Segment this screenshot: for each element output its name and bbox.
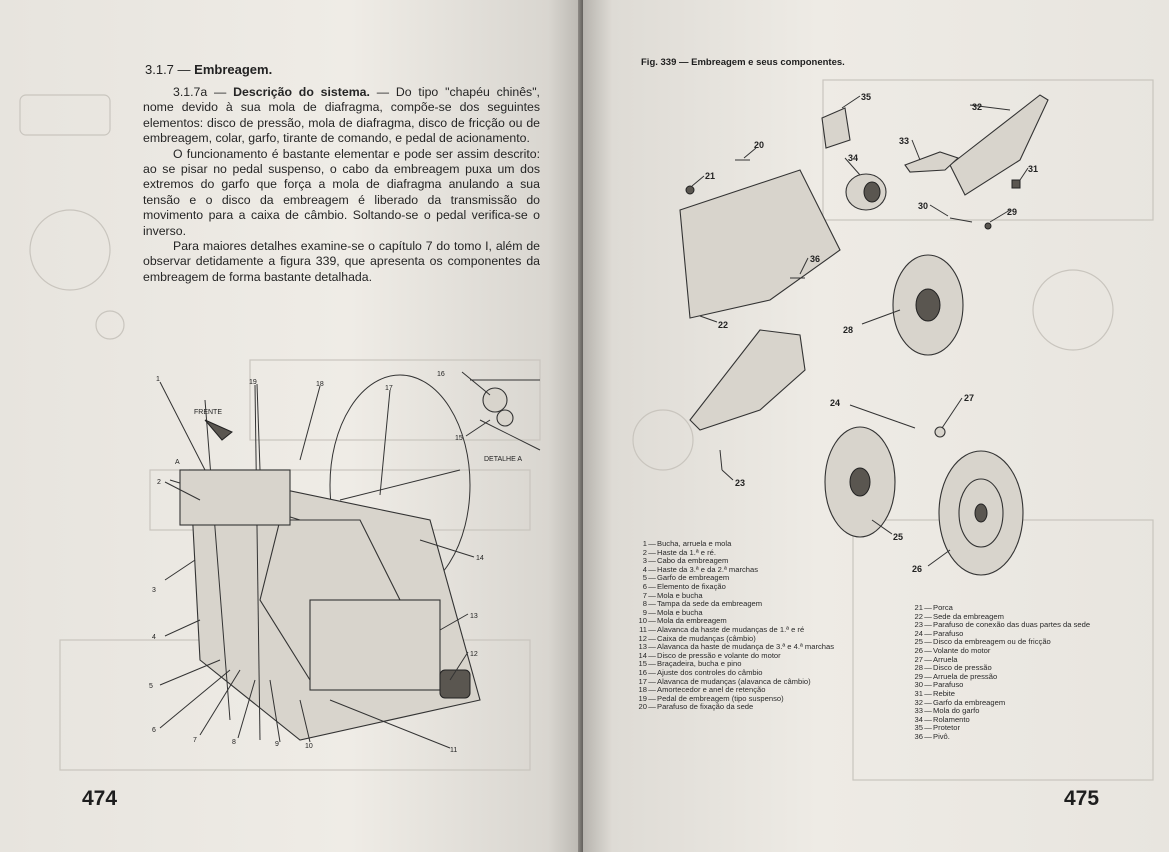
legend-item: 6 — Elemento de fixação	[642, 581, 726, 591]
label-33: 33	[899, 136, 910, 146]
label-5: 5	[149, 683, 153, 690]
label-23: 23	[735, 478, 746, 488]
label-10: 10	[305, 743, 313, 750]
page-number-left: 474	[82, 787, 118, 810]
label-36: 36	[810, 254, 821, 264]
legend-item: 1 — Bucha, arruela e mola	[642, 539, 732, 548]
legend-item: 2 — Haste da 1.ª e ré.	[642, 547, 716, 557]
label-4: 4	[152, 634, 156, 641]
label-16: 16	[437, 371, 445, 378]
label-35: 35	[861, 92, 872, 102]
label-14: 14	[476, 555, 484, 562]
legend-item: 20 — Parafuso de fixação da sede	[638, 702, 754, 712]
legend-item: 26 — Volante do motor	[914, 645, 991, 655]
label-25: 25	[893, 532, 904, 542]
legend-item: 17 — Alavanca de mudanças (alavanca de câmbio)	[638, 676, 811, 686]
legend-item: 7 — Mola e bucha	[642, 590, 703, 600]
figure-title: Fig. 339 — Embreagem e seus componentes.	[641, 57, 845, 68]
page-number-right: 475	[1064, 787, 1100, 810]
label-11: 11	[450, 747, 458, 754]
label-20: 20	[754, 140, 765, 150]
label-2: 2	[157, 479, 161, 486]
label-32: 32	[972, 102, 983, 112]
legend-item: 34 — Rolamento	[914, 714, 970, 724]
label-29: 29	[1007, 207, 1018, 217]
legend-item: 22 — Sede da embreagem	[914, 611, 1004, 621]
legend-item: 23 — Parafuso de conexão das duas partes da sede	[914, 620, 1091, 630]
label-18: 18	[316, 381, 324, 388]
label-34: 34	[848, 153, 859, 163]
legend-item: 29 — Arruela de pressão	[914, 671, 998, 681]
legend-item: 36 — Pivô.	[914, 731, 950, 741]
label-31: 31	[1028, 164, 1039, 174]
paragraph-1: 3.1.7a — Descrição do sistema. — Do tipo "chapéu chinês", nome devido à sua mola de diafragma, compõe-se dos seguintes elementos: disco de pressão, mola de diafragma, disco de fricção ou de embreagem, colar, garfo, tirante de comando, e pedal de acionamento.	[143, 85, 540, 146]
label-27: 27	[964, 393, 975, 403]
legend-item: 28 — Disco de pressão	[914, 663, 992, 673]
legend-item: 11 — Alavanca da haste de mudanças de 1.ª e ré	[639, 624, 805, 634]
legend-item: 33 — Mola do garfo	[914, 706, 980, 716]
legend-item: 31 — Rebite	[914, 688, 955, 698]
label-17: 17	[385, 385, 393, 392]
legend-item: 14 — Disco de pressão e volante do motor	[638, 650, 781, 660]
label-detalhe-a: DETALHE A	[484, 456, 522, 463]
paragraph-3: Para maiores detalhes examine-se o capítulo 7 do tomo I, além de observar detidamente a figura 339, que apresenta os componentes da embreagem de forma bastante detalhada.	[143, 239, 540, 284]
label-12: 12	[470, 651, 478, 658]
label-13: 13	[470, 613, 478, 620]
legend-item: 15 — Braçadeira, bucha e pino	[638, 659, 742, 669]
label-28: 28	[843, 325, 854, 335]
label-26: 26	[912, 564, 923, 574]
label-a: A	[175, 459, 180, 466]
label-8: 8	[232, 739, 236, 746]
label-9: 9	[275, 741, 279, 748]
label-frente: FRENTE	[194, 409, 222, 416]
label-15: 15	[455, 435, 463, 442]
legend-left	[633, 540, 843, 712]
legend-item: 18 — Amortecedor e anel de retenção	[638, 685, 766, 695]
label-22: 22	[718, 320, 729, 330]
legend-item: 3 — Cabo da embreagem	[642, 556, 729, 566]
legend-item: 8 — Tampa da sede da embreagem	[642, 599, 763, 609]
legend-item: 13 — Alavanca da haste de mudança de 3.ª e 4.ª marchas	[638, 642, 835, 652]
label-19: 19	[249, 379, 257, 386]
legend-item: 12 — Caixa de mudanças (câmbio)	[638, 633, 756, 643]
label-1: 1	[156, 376, 160, 383]
label-21: 21	[705, 171, 716, 181]
legend-right	[909, 604, 1119, 742]
label-3: 3	[152, 587, 156, 594]
label-30: 30	[918, 201, 929, 211]
label-24: 24	[830, 398, 841, 408]
legend-item: 4 — Haste da 3.ª e da 2.ª marchas	[642, 564, 759, 574]
section-heading: 3.1.7 — Embreagem.	[145, 62, 273, 77]
label-7: 7	[193, 737, 197, 744]
legend-item: 25 — Disco da embreagem ou de fricção	[914, 637, 1051, 647]
paragraph-2: O funcionamento é bastante elementar e pode ser assim descrito: ao se pisar no pedal suspenso, o cabo da embreagem puxa um dos extremos do garfo que força a mola de diafragma anulando a sua tensão e o disco da embreagem é liberado da transmissão do movimento para a caixa de câmbio. Soltando-se o pedal verifica-se o inverso.	[143, 146, 540, 238]
legend-item: 32 — Garfo da embreagem	[914, 697, 1006, 707]
legend-item: 10 — Mola da embreagem	[638, 616, 727, 626]
legend-item: 30 — Parafuso	[914, 680, 964, 690]
legend-item: 24 — Parafuso	[914, 628, 964, 638]
legend-item: 35 — Protetor	[914, 723, 961, 733]
legend-item: 27 — Arruela	[914, 654, 958, 664]
legend-item: 16 — Ajuste dos controles do câmbio	[638, 667, 763, 677]
label-6: 6	[152, 727, 156, 734]
legend-item: 19 — Pedal de embreagem (tipo suspenso)	[638, 693, 784, 703]
legend-item: 5 — Garfo de embreagem	[642, 573, 730, 583]
legend-item: 9 — Mola e bucha	[642, 607, 703, 617]
legend-item: 21 — Porca	[914, 603, 953, 612]
